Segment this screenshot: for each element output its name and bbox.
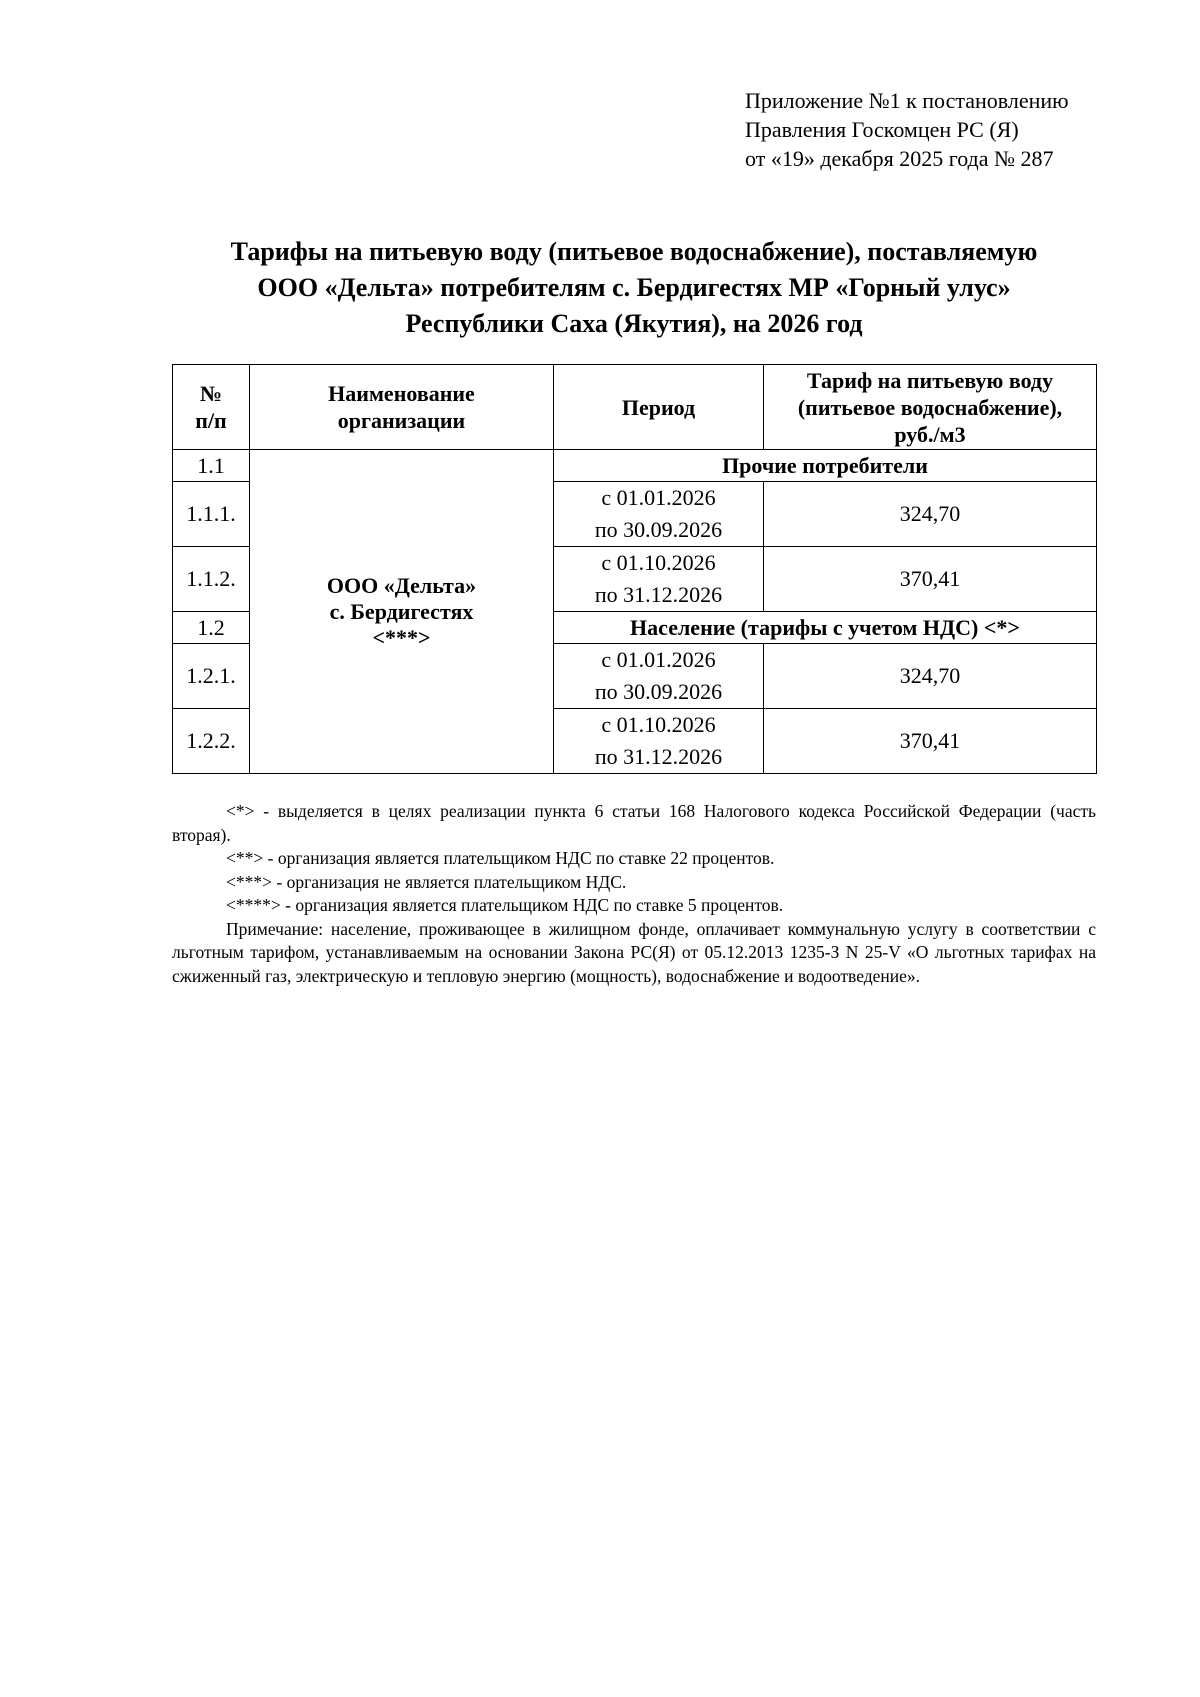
row-period [554,547,764,612]
organization-line-1: ООО «Дельта» [326,572,477,598]
footnotes [172,800,1096,988]
header-period: Период [554,365,764,450]
row-tariff: 370,41 [764,709,1097,774]
period-to: по 31.12.2026 [594,582,723,607]
header-tariff-line-3: руб./м3 [894,421,966,447]
header-tariff [764,365,1097,450]
organization-cell [250,450,554,774]
footnote-vat-5: <****> - организация является плательщиком НДС по ставке 5 процентов. [226,895,784,915]
annex-line-1: Приложение №1 к постановлению [745,88,1069,113]
row-number: 1.2.2. [173,709,250,774]
period-to: по 31.12.2026 [594,744,723,769]
document-title [172,234,1096,342]
row-period [554,644,764,709]
row-number: 1.1.1. [173,482,250,547]
period-from: с 01.01.2026 [601,485,716,510]
footnote-no-vat: <***> - организация не является плательщиком НДС. [226,871,627,892]
row-number: 1.1.2. [173,547,250,612]
footnote-vat-22: <**> - организация является плательщиком НДС по ставке 22 процентов. [226,848,775,868]
row-tariff: 324,70 [764,482,1097,547]
period-from: с 01.10.2026 [601,712,716,737]
section-number: 1.1 [173,450,250,482]
organization-line-2: с. Бердигестях [329,598,474,624]
organization-line-3: <***> [372,624,431,650]
title-line-2: ООО «Дельта» потребителям с. Бердигестях МР «Горный улус» [257,273,1011,302]
title-line-3: Республики Саха (Якутия), на 2026 год [405,309,863,338]
header-organization-line-1: Наименование [328,381,475,406]
period-to: по 30.09.2026 [594,679,723,704]
row-tariff: 324,70 [764,644,1097,709]
footnote-vat-allocation: <*> - выделяется в целях реализации пункта 6 статьи 168 Налогового кодекса Российской Федерации (часть вторая). [172,801,1096,845]
header-organization [250,365,554,450]
tariff-table [172,364,1097,774]
annex-reference [745,86,1069,173]
row-number: 1.2.1. [173,644,250,709]
remark: Примечание: население, проживающее в жилищном фонде, оплачивает коммунальную услугу в соответствии с льготным тарифом, устанавливаемым на основании Закона РС(Я) от 05.12.2013 1235-З N 25-V «О льготных тарифах на сжиженный газ, электрическую и тепловую энергию (мощность), водоснабжение и водоотведение». [172,918,1096,986]
row-tariff: 370,41 [764,547,1097,612]
period-from: с 01.10.2026 [601,550,716,575]
header-number-line-1: № [199,381,223,406]
annex-line-2: Правления Госкомцен РС (Я) [745,117,1019,142]
row-period [554,482,764,547]
header-tariff-line-2: (питьевое водоснабжение), [797,394,1063,420]
annex-line-3: от «19» декабря 2025 года № 287 [745,146,1054,171]
section-number: 1.2 [173,612,250,644]
header-tariff-line-1: Тариф на питьевую воду [806,367,1054,393]
row-period [554,709,764,774]
header-number [173,365,250,450]
section-label: Прочие потребители [554,450,1097,482]
section-label: Население (тарифы с учетом НДС) <*> [554,612,1097,644]
period-to: по 30.09.2026 [594,517,723,542]
period-from: с 01.01.2026 [601,647,716,672]
header-organization-line-2: организации [337,408,466,433]
table-header-row [173,365,1097,450]
section-row [173,450,1097,482]
title-line-1: Тарифы на питьевую воду (питьевое водоснабжение), поставляемую [230,237,1038,266]
header-number-line-2: п/п [195,408,227,433]
